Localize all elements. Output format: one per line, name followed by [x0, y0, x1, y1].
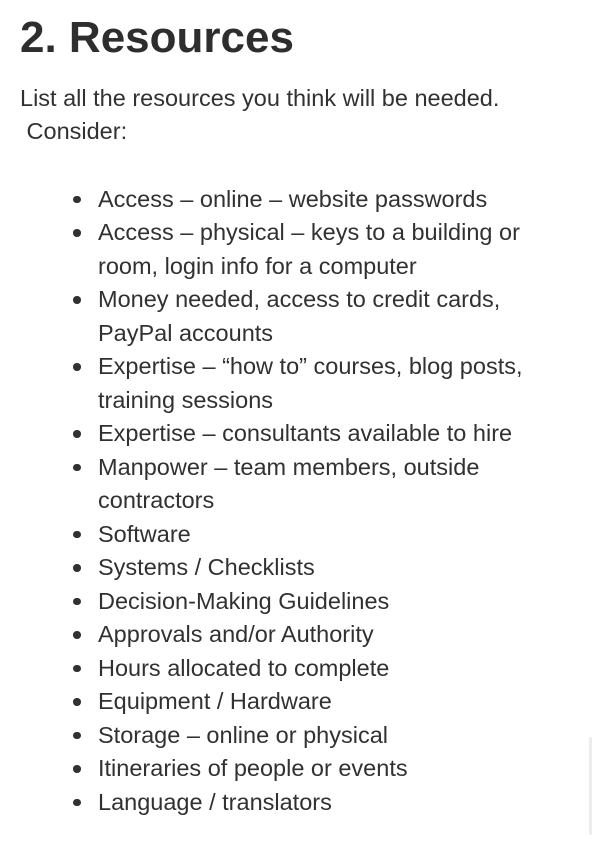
- list-item-text: Hours allocated to complete: [98, 654, 390, 681]
- list-item-text: Itineraries of people or events: [98, 755, 408, 782]
- list-item: [98, 283, 550, 350]
- list-item: [98, 685, 550, 719]
- resource-list: [20, 183, 550, 820]
- bullet-icon: [73, 631, 81, 639]
- list-item: [98, 551, 550, 585]
- list-item: [98, 719, 550, 753]
- list-item: [98, 216, 550, 283]
- bullet-icon: [73, 464, 81, 472]
- bullet-icon: [73, 296, 81, 304]
- bullet-icon: [73, 229, 81, 237]
- list-item-text: Access – physical – keys to a building or room, login info for a computer: [98, 219, 520, 279]
- intro-line-2: Consider:: [20, 118, 128, 145]
- list-item-text: Language / translators: [98, 788, 332, 815]
- bullet-icon: [73, 698, 81, 706]
- list-item-text: Decision-Making Guidelines: [98, 587, 390, 614]
- list-item: [98, 585, 550, 619]
- bullet-icon: [73, 531, 81, 539]
- bullet-icon: [73, 799, 81, 807]
- list-item: [98, 350, 550, 417]
- list-item-text: Access – online – website passwords: [98, 185, 488, 212]
- list-item: [98, 451, 550, 518]
- list-item-text: Approvals and/or Authority: [98, 621, 374, 648]
- list-item-text: Expertise – consultants available to hire: [98, 420, 513, 447]
- list-item-text: Expertise – “how to” courses, blog posts, training sessions: [98, 353, 523, 413]
- list-item: [98, 652, 550, 686]
- bullet-icon: [73, 430, 81, 438]
- list-item: [98, 183, 550, 217]
- list-item-text: Software: [98, 520, 191, 547]
- bullet-icon: [73, 598, 81, 606]
- intro-line-1: List all the resources you think will be needed.: [20, 84, 500, 111]
- list-item-text: Equipment / Hardware: [98, 688, 332, 715]
- bullet-icon: [73, 732, 81, 740]
- list-item-text: Systems / Checklists: [98, 554, 315, 581]
- bullet-icon: [73, 564, 81, 572]
- bullet-icon: [73, 665, 81, 673]
- list-item: [98, 417, 550, 451]
- list-item-text: Storage – online or physical: [98, 721, 389, 748]
- bullet-icon: [73, 363, 81, 371]
- list-item: [98, 518, 550, 552]
- list-item: [98, 786, 550, 820]
- list-item-text: Money needed, access to credit cards, PayPal accounts: [98, 286, 501, 346]
- bullet-icon: [73, 765, 81, 773]
- page-title: 2. Resources: [20, 13, 294, 62]
- list-item-text: Manpower – team members, outside contractors: [98, 453, 480, 514]
- list-item: [98, 752, 550, 786]
- intro-paragraph: [20, 82, 560, 149]
- bullet-icon: [73, 196, 81, 204]
- scrollbar-thumb[interactable]: [589, 737, 592, 835]
- list-item: [98, 618, 550, 652]
